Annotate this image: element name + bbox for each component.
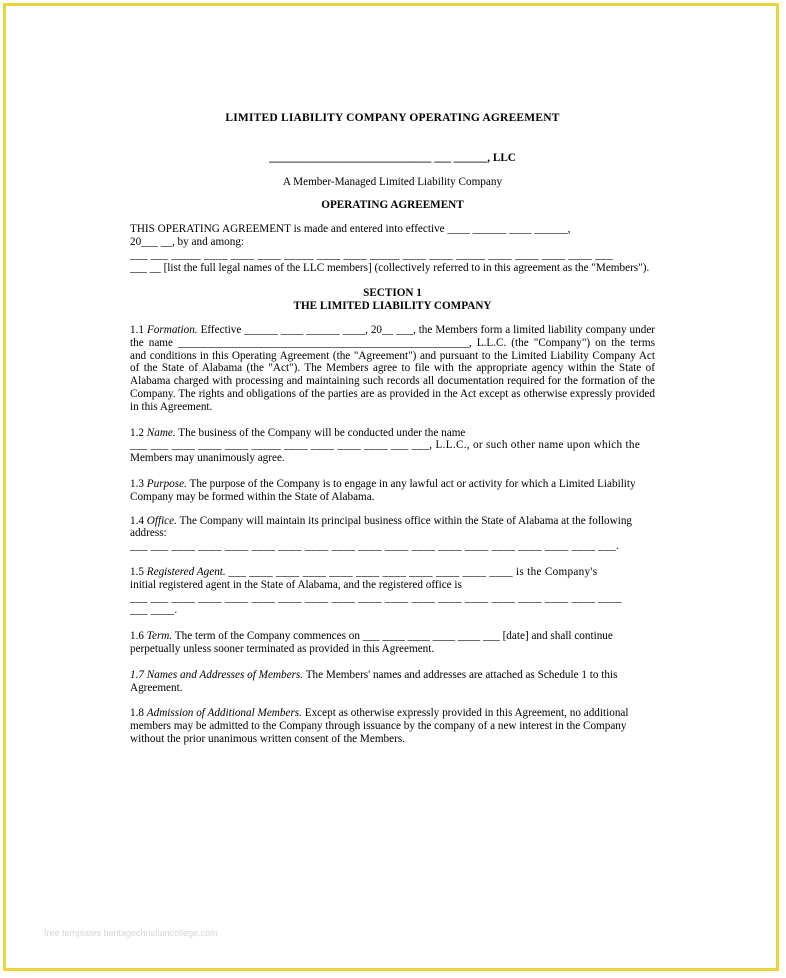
clause-label: 1.6 — [130, 630, 144, 643]
clause-label: 1.4 — [130, 514, 144, 527]
document-title: LIMITED LIABILITY COMPANY OPERATING AGREEMENT — [225, 112, 560, 124]
clause-1-8 — [130, 707, 655, 745]
section-title: THE LIMITED LIABILITY COMPANY — [293, 300, 492, 313]
clause-text-blank: ___ ___ ____ ____ ____ _____ ____ ____ ____ ____ ___ ___, L.L.C., or such other name upon which the — [130, 439, 641, 452]
clause-label: 1.8 — [130, 707, 144, 720]
clause-1-4 — [130, 515, 655, 553]
clause-text: The Members' names and addresses are attached as Schedule 1 to this Agreement. — [130, 668, 618, 694]
address-blank-line: ___ ___ ____ ____ ____ ____ ____ ____ ____ ____ ____ ____ ____ ____ ____ ____ ____ ____ ___. — [130, 540, 620, 553]
clause-title: Names and Addresses of Members. — [146, 668, 304, 681]
clause-1-1 — [130, 324, 655, 414]
registered-office-blank: ___ ___ ____ ____ ____ ____ ____ ____ ____ ____ ____ ____ ____ ____ ____ ____ ____ ____ ____ — [130, 591, 622, 604]
clause-text: The purpose of the Company is to engage in any lawful act or activity for which a Limited Liability Company may be formed within the State of Alabama. — [130, 477, 636, 503]
clause-text: Except as otherwise expressly provided in this Agreement, no additional members may be admitted to the Company through issuance by the company of a new interest in the Company without the prior unanimous written consent of the Members. — [130, 707, 629, 745]
intro-line-2: 20___ __, by and among: — [130, 235, 245, 248]
clause-text: Effective ______ ____ ______ ____, 20__ ___, the Members form a limited liability company under the name ____________________________________________________, L.L.C. (the "Company") on the terms and conditions in this Operating Agreement (the "Agreement") and pursuant to the Limited Liability Company Act of the State of Alabama (the "Act"). The Members agree to file with the appropriate agency within the State of Alabama charged with processing and maintaining such records all documentation required for the formation of the Company. The rights and obligations of the parties are as provided in the Act except as otherwise expressly provided in this Agreement. — [130, 323, 656, 413]
clause-text: The term of the Company commences on ___ ____ ____ ____ ____ ___ [date] and shall continue perpetually unless sooner terminated as provided in this Agreement. — [130, 630, 613, 655]
clause-title: Office. — [146, 514, 177, 527]
document-subtitle: A Member-Managed Limited Liability Company — [282, 175, 503, 188]
members-blank-line: ___ ___ _____ ____ ____ ____ _____ ____ ____ _____ ____ ____ _____ ____ ____ ____ ____ ___ — [130, 248, 613, 261]
clause-text: The Company will maintain its principal business office within the State of Alabama at the following address: — [130, 514, 633, 540]
clause-label: 1.2 — [130, 426, 144, 439]
clause-label: 1.1 — [130, 323, 144, 336]
clause-title: Admission of Additional Members. — [146, 707, 302, 720]
clause-1-6 — [130, 630, 655, 656]
watermark: free templates heritagechristiancollege.com — [44, 928, 218, 938]
agreement-heading: OPERATING AGREEMENT — [321, 199, 464, 212]
section-number: SECTION 1 — [363, 287, 422, 300]
clause-title: Name. — [146, 426, 176, 439]
clause-title: Formation. — [146, 323, 198, 336]
clause-1-7 — [130, 669, 655, 695]
clause-title: Registered Agent. — [146, 565, 226, 578]
clause-1-2 — [130, 427, 655, 465]
clause-label: 1.5 — [130, 565, 144, 578]
document-page — [130, 112, 655, 746]
clause-title: Purpose. — [146, 477, 187, 490]
clause-title: Term. — [146, 630, 173, 643]
clause-text-blank: ___ ____ ____ ____ ____ ____ ____ ____ ____ ____ ____ is the Company's — [228, 565, 598, 578]
clause-text: The business of the Company will be conducted under the name — [178, 426, 466, 439]
intro-line-1: THIS OPERATING AGREEMENT is made and entered into effective ____ ______ ____ ______, — [130, 223, 571, 236]
registered-office-blank-end: ___ ____. — [130, 604, 178, 617]
members-line: ___ __ [list the full legal names of the LLC members] (collectively referred to in this agreement as the "Members"). — [130, 261, 650, 274]
clause-1-5 — [130, 566, 655, 617]
clause-text-end: Members may unanimously agree. — [130, 452, 285, 465]
clause-text: initial registered agent in the State of Alabama, and the registered office is — [130, 578, 462, 591]
clause-label: 1.3 — [130, 477, 144, 490]
clause-1-3 — [130, 478, 655, 504]
llc-name-line: _____________________________ ___ ______, LLC — [269, 151, 516, 164]
clause-label: 1.7 — [130, 668, 144, 681]
